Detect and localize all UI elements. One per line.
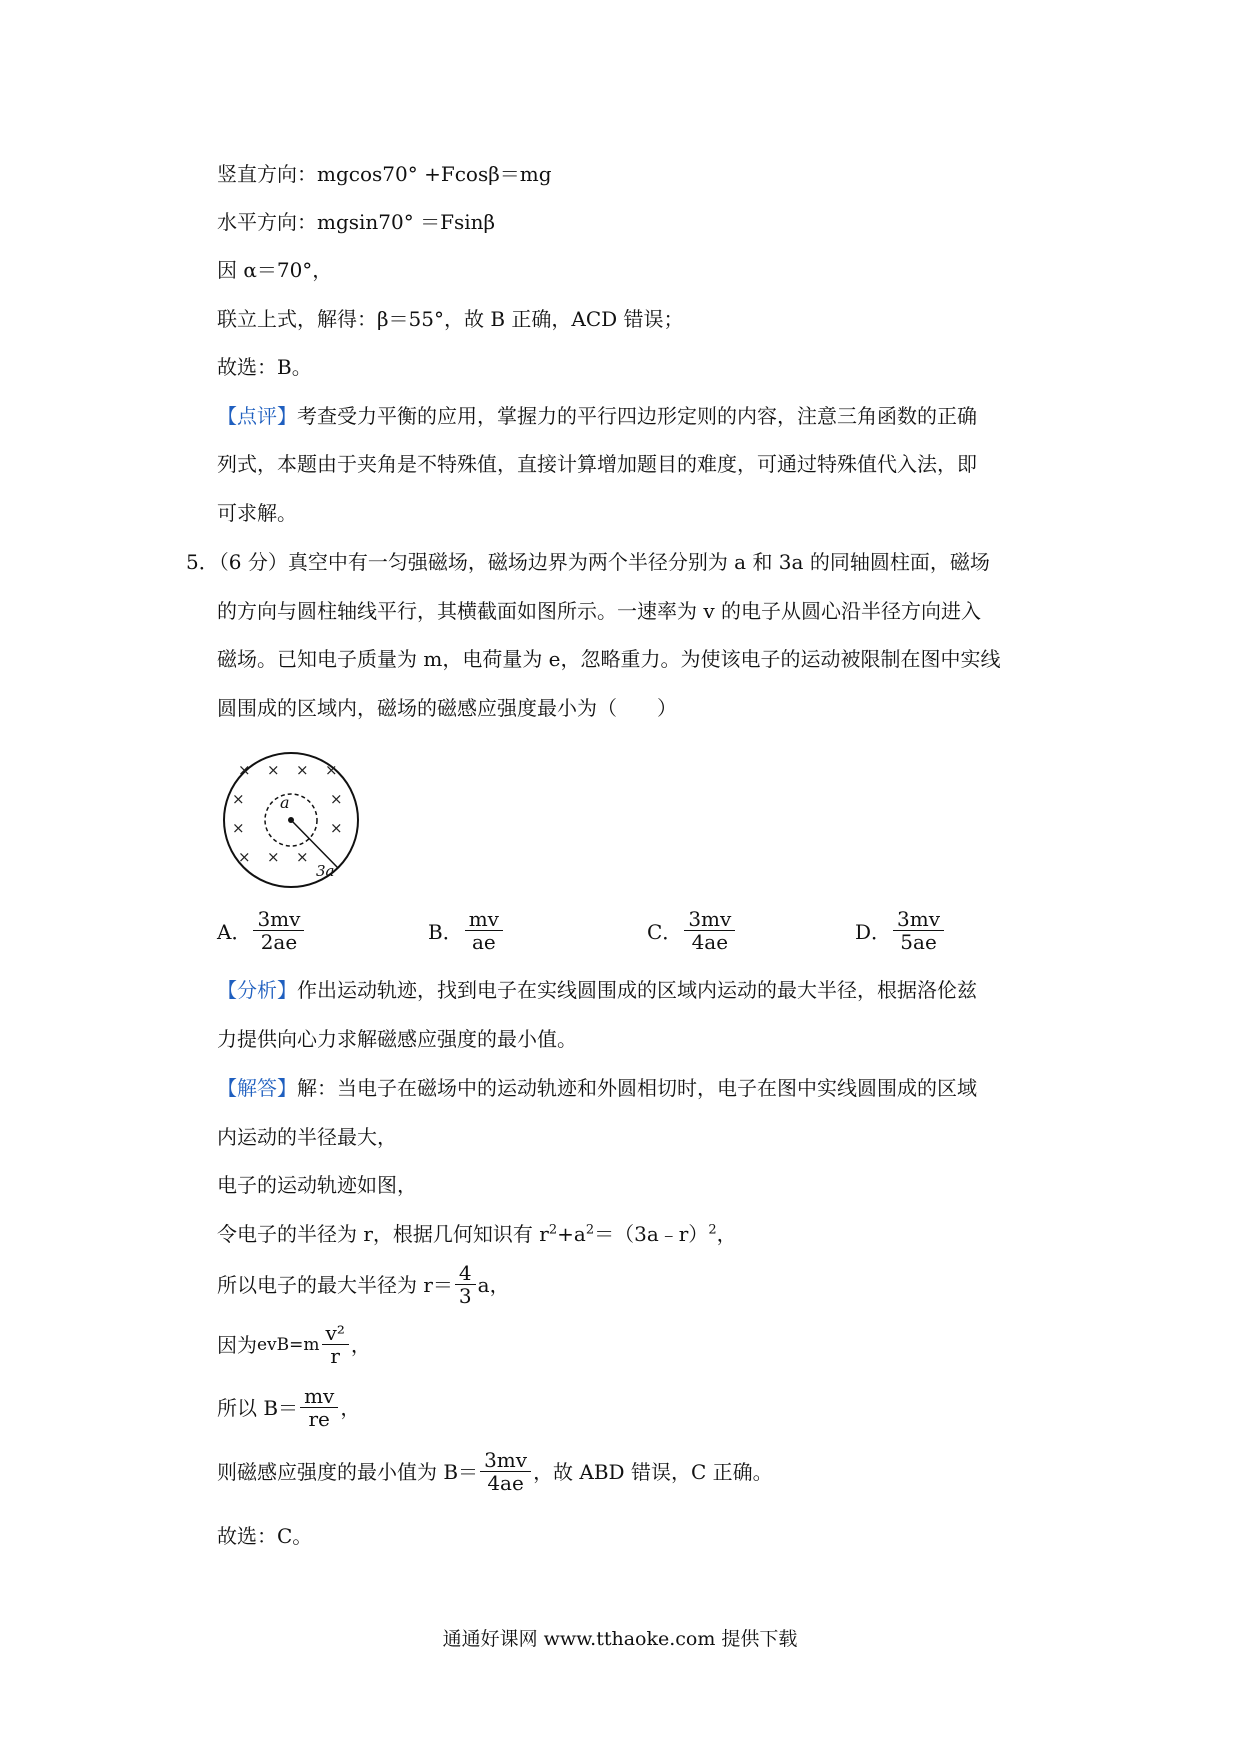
text-line: 水平方向：mgsin70° ＝Fsinβ — [217, 210, 496, 234]
equation-text: a， — [477, 1272, 510, 1297]
cross-mark: × — [296, 848, 309, 866]
question-text: （6 分）真空中有一匀强磁场，磁场边界为两个半径分别为 a 和 3a 的同轴圆柱面，磁场 — [218, 550, 990, 574]
answer-text: 解：当电子在磁场中的运动轨迹和外圆相切时，电子在图中实线圆围成的区域 — [297, 1076, 977, 1100]
equation-text: ，故 ABD 错误，C 正确。 — [533, 1459, 773, 1484]
inner-radius-label: a — [280, 793, 290, 812]
text-line: 故选：B。 — [217, 355, 312, 379]
outer-radius-label: 3a — [316, 862, 335, 880]
comment-line — [217, 402, 977, 430]
option-fraction — [893, 908, 944, 953]
answer-line: 电子的运动轨迹如图， — [217, 1173, 417, 1197]
cross-mark: × — [296, 761, 309, 779]
fraction-numerator: mv — [465, 908, 503, 931]
page-footer: 通通好课网 www.tthaoke.com 提供下载 — [442, 1628, 798, 1650]
exponent: 2 — [548, 1222, 558, 1238]
answer-line: 内运动的半径最大， — [217, 1125, 397, 1149]
equation-text: ， — [340, 1395, 361, 1420]
equation-text: 所以电子的最大半径为 r＝ — [217, 1272, 453, 1297]
magnetic-field-figure — [218, 750, 364, 890]
option-b — [428, 908, 505, 953]
cross-mark: × — [232, 790, 245, 808]
cross-mark: × — [232, 819, 245, 837]
equation-line — [217, 1220, 737, 1248]
analysis-line — [217, 976, 977, 1004]
cross-mark: × — [330, 790, 343, 808]
equation-line — [217, 1322, 371, 1367]
comment-line: 可求解。 — [217, 501, 297, 525]
fraction-denominator: 5ae — [900, 930, 937, 954]
cross-mark: × — [238, 848, 251, 866]
option-label: C． — [647, 920, 683, 944]
fraction-denominator: 4ae — [487, 1471, 524, 1495]
question-number: 5． — [186, 550, 219, 574]
option-label: D． — [855, 920, 892, 944]
fraction-denominator: r — [330, 1344, 340, 1368]
exponent: 2 — [585, 1222, 595, 1238]
answer-tag: 【解答】 — [217, 1076, 297, 1100]
fraction-numerator: v² — [322, 1322, 349, 1345]
text-line: 联立上式，解得：β＝55°，故 B 正确，ACD 错误； — [217, 307, 684, 331]
equation-text: ， — [716, 1222, 737, 1246]
option-fraction — [465, 908, 503, 953]
fraction-denominator: 3 — [458, 1284, 472, 1308]
fraction-numerator: 3mv — [480, 1449, 531, 1472]
equation-line — [217, 1449, 773, 1494]
option-label: A． — [217, 920, 252, 944]
option-d — [855, 908, 946, 953]
fraction-numerator: 4 — [455, 1262, 476, 1285]
equation-text: ＝（3a﹣r） — [594, 1222, 709, 1246]
equation-text: +a — [557, 1222, 586, 1246]
question-line: 的方向与圆柱轴线平行，其横截面如图所示。一速率为 v 的电子从圆心沿半径方向进入 — [217, 599, 982, 623]
fraction-denominator: 2ae — [260, 930, 298, 954]
option-fraction — [684, 908, 735, 953]
fraction-denominator: 4ae — [691, 930, 729, 954]
fraction-numerator: mv — [300, 1385, 338, 1408]
equation-text: 则磁感应强度的最小值为 B＝ — [217, 1459, 479, 1484]
exponent: 2 — [708, 1222, 717, 1238]
question-line: 磁场。已知电子质量为 m，电荷量为 e，忽略重力。为使该电子的运动被限制在图中实线 — [217, 647, 1001, 671]
analysis-line: 力提供向心力求解磁感应强度的最小值。 — [217, 1027, 577, 1051]
question-line: 圆围成的区域内，磁场的磁感应强度最小为（ ） — [217, 696, 677, 720]
answer-line — [217, 1074, 977, 1102]
cross-mark: × — [267, 761, 280, 779]
equation-text: 令电子的半径为 r，根据几何知识有 r — [217, 1222, 549, 1246]
equation-text: 所以 B＝ — [217, 1395, 299, 1420]
text-line: 竖直方向：mgcos70° +Fcosβ＝mg — [217, 162, 552, 186]
option-c — [647, 908, 737, 953]
option-a — [217, 908, 306, 953]
cross-mark: × — [330, 819, 343, 837]
cross-mark: × — [325, 761, 338, 779]
cross-mark: × — [238, 761, 251, 779]
fraction-numerator: 3mv — [893, 908, 944, 931]
cross-mark: × — [267, 848, 280, 866]
fraction-numerator: 3mv — [684, 908, 735, 931]
option-label: B． — [428, 920, 463, 944]
comment-line: 列式，本题由于夹角是不特殊值，直接计算增加题目的难度，可通过特殊值代入法，即 — [217, 452, 977, 476]
comment-text: 考查受力平衡的应用，掌握力的平行四边形定则的内容，注意三角函数的正确 — [297, 404, 977, 428]
option-fraction — [253, 908, 304, 953]
equation-line — [217, 1262, 510, 1307]
analysis-tag: 【分析】 — [217, 978, 297, 1002]
text-line: 因 α＝70°， — [217, 258, 333, 282]
comment-tag: 【点评】 — [217, 404, 297, 428]
equation-text: evB=m — [257, 1334, 320, 1355]
equation-text: 因为 — [217, 1332, 257, 1357]
equation-line — [217, 1385, 360, 1430]
equation-fraction — [300, 1385, 338, 1430]
equation-fraction — [455, 1262, 476, 1307]
equation-fraction — [322, 1322, 349, 1367]
equation-fraction — [480, 1449, 531, 1494]
answer-line: 故选：C。 — [217, 1524, 313, 1548]
fraction-denominator: ae — [471, 930, 496, 954]
equation-text: ， — [350, 1332, 371, 1357]
fraction-denominator: re — [308, 1407, 330, 1431]
fraction-numerator: 3mv — [253, 908, 304, 931]
question-line — [186, 548, 990, 576]
analysis-text: 作出运动轨迹，找到电子在实线圆围成的区域内运动的最大半径，根据洛伦兹 — [297, 978, 977, 1002]
